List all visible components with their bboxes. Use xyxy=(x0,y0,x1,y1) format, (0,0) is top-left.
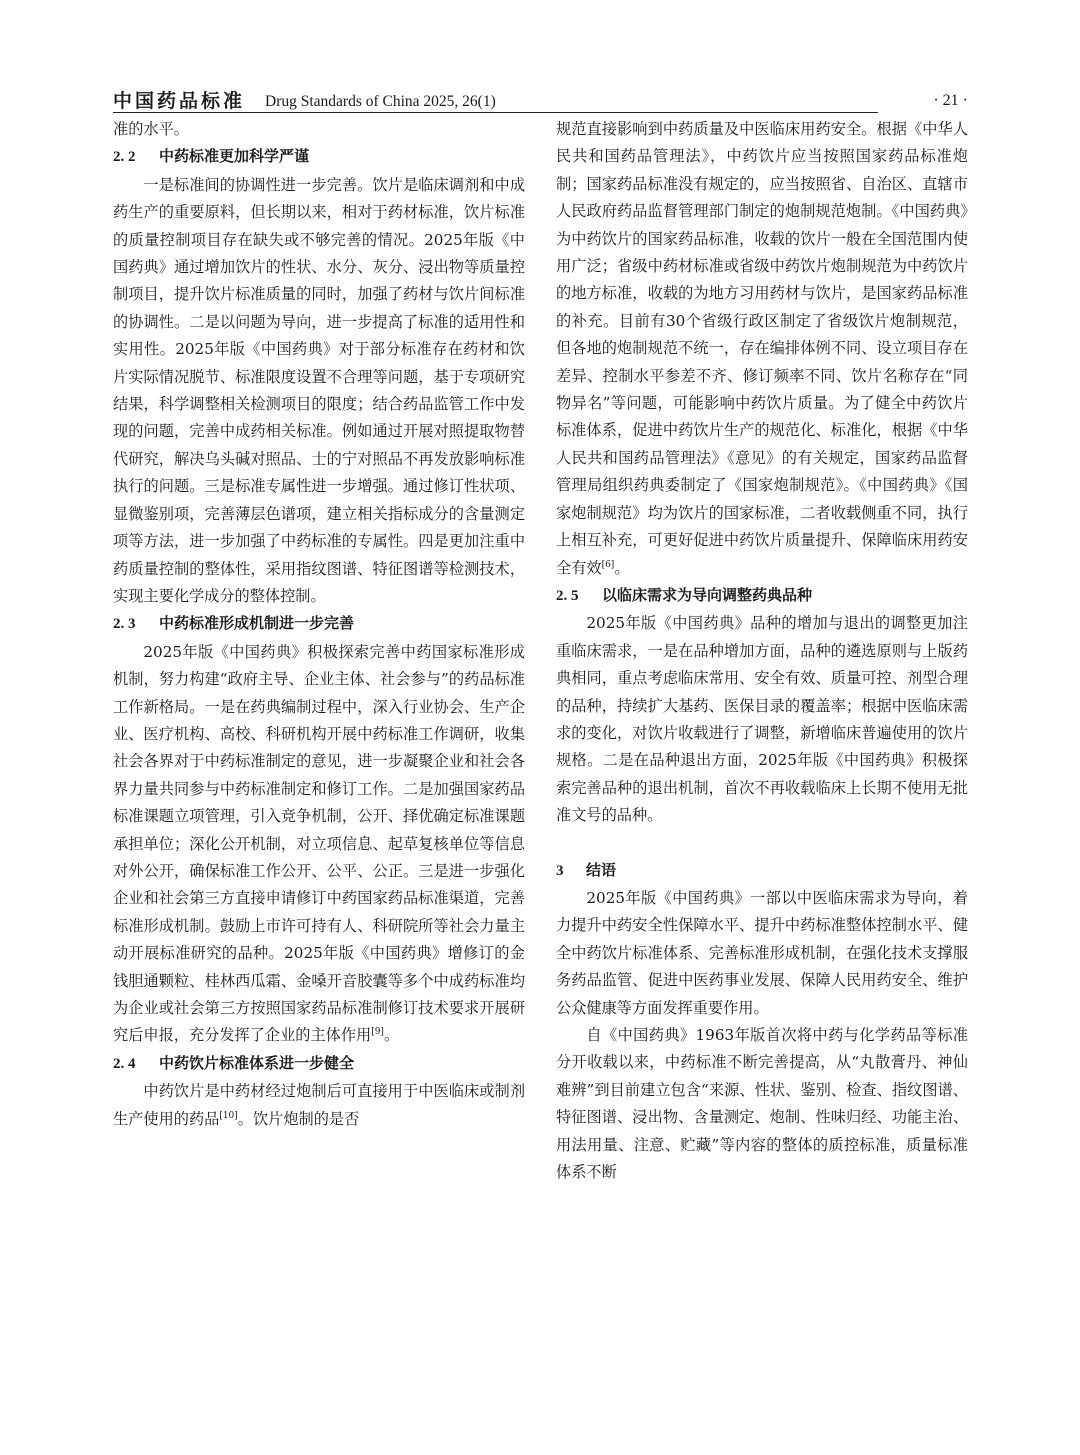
section-title: 中药标准更加科学严谨 xyxy=(159,147,310,166)
section-title: 结语 xyxy=(586,860,617,879)
left-column xyxy=(113,116,525,1133)
paragraph xyxy=(113,1078,525,1133)
paragraph-continued xyxy=(556,116,968,582)
citation-ref: [10] xyxy=(219,1110,238,1121)
section-heading-2-3 xyxy=(113,610,525,638)
paragraph-continued: 准的水平。 xyxy=(113,120,189,138)
citation-ref: [9] xyxy=(371,1027,384,1038)
paragraph: 2025年版《中国药典》一部以中医临床需求为导向，着力提升中药安全性保障水平、提升中药标准整体控制水平、健全中药饮片标准体系、完善标准形成机制，在强化技术支撑服务药品监管、促进中医药事业发展、保障人民用药安全、维护公众健康等方面发挥重要作用。 xyxy=(556,888,968,1017)
section-heading-3 xyxy=(556,857,968,885)
paragraph: 自《中国药典》1963年版首次将中药与化学药品等标准分开收载以来，中药标准不断完善提高，从“丸散膏丹、神仙难辨”到目前建立包含“来源、性状、鉴别、检查、指纹图谱、特征图谱、浸出物、含量测定、炮制、性味归经、功能主治、用法用量、注意、贮藏”等内容的整体的质控标准，质量标准体系不断 xyxy=(556,1026,968,1182)
section-number: 2. 3 xyxy=(113,616,136,633)
section-heading-2-2 xyxy=(113,143,525,171)
section-number: 2. 2 xyxy=(113,149,136,166)
paragraph-text: 。 xyxy=(383,1026,400,1045)
section-heading-2-4 xyxy=(113,1050,525,1078)
header-rule xyxy=(113,112,878,113)
section-number: 2. 5 xyxy=(556,587,579,604)
section-title: 中药标准形成机制进一步完善 xyxy=(159,614,355,633)
paragraph-text: 规范直接影响到中药质量及中医临床用药安全。根据《中华人民共和国药品管理法》，中药饮片应当按照国家药品标准炮制；国家药品标准没有规定的，应当按照省、自治区、直辖市人民政府药品监督管理部门制定的炮制规范炮制。《中国药典》为中药饮片的国家药品标准，收载的饮片一般在全国范围内使用广泛；省级中药材标准或省级中药饮片炮制规范为中药饮片的地方标准，收载的为地方习用药材与饮片，是国家药品标准的补充。目前有30个省级行政区制定了省级饮片炮制规范，但各地的炮制规范不统一，存在编排体例不同、设立项目存在差异、控制水平参差不齐、修订频率不同、饮片名称存在“同物异名”等问题，可能影响中药饮片质量。为了健全中药饮片标准体系，促进中药饮片生产的规范化、标准化，根据《中华人民共和国药品管理法》《意见》的有关规定，国家药品监督管理局组织药典委制定了《国家炮制规范》。《中国药典》《国家炮制规范》均为饮片的国家标准，二者收载侧重不同，执行上相互补充，可更好促进中药饮片质量提升、保障临床用药安全有效 xyxy=(556,120,968,577)
journal-title-cn: 中国药品标准 xyxy=(113,90,246,112)
journal-title-en: Drug Standards of China 2025, 26(1) xyxy=(265,93,496,110)
section-heading-2-5 xyxy=(556,582,968,610)
section-spacer xyxy=(556,830,968,857)
citation-ref: [6] xyxy=(601,559,615,570)
paragraph xyxy=(113,639,525,1050)
paragraph: 一是标准间的协调性进一步完善。饮片是临床调剂和中成药生产的重要原料，但长期以来，相对于药材标准，饮片标准的质量控制项目存在缺失或不够完善的情况。2025年版《中国药典》通过增加饮片的性状、水分、灰分、浸出物等质量控制项目，提升饮片标准质量的同时，加强了药材与饮片间标准的协调性。二是以问题为导向，进一步提高了标准的适用性和实用性。2025年版《中国药典》对于部分标准存在药材和饮片实际情况脱节、标准限度设置不合理等问题，基于专项研究结果，科学调整相关检测项目的限度；结合药品监管工作中发现的问题，完善中成药相关标准。例如通过开展对照提取物替代研究，解决乌头碱对照品、士的宁对照品不再发放影响标准执行的问题。三是标准专属性进一步增强。通过修订性状项、显微鉴别项，完善薄层色谱项，建立相关指标成分的含量测定项等方法，进一步加强了中药标准的专属性。四是更加注重中药质量控制的整体性，采用指纹图谱、特征图谱等检测技术，实现主要化学成分的整体控制。 xyxy=(113,175,525,605)
paragraph-text: 2025年版《中国药典》积极探索完善中药国家标准形成机制，努力构建“政府主导、企业主体、社会参与”的药品标准工作新格局。一是在药典编制过程中，深入行业协会、生产企业、医疗机构、高校、科研机构开展中药标准工作调研，收集社会各界对于中药标准制定的意见，进一步凝聚企业和社会各界力量共同参与中药标准制定和修订工作。二是加强国家药品标准课题立项管理，引入竞争机制，公开、择优确定标准课题承担单位；深化公开机制，对立项信息、起草复核单位等信息对外公开，确保标准工作公开、公平、公正。三是进一步强化企业和社会第三方直接申请修订中药国家药品标准渠道，完善标准形成机制。鼓励上市许可持有人、科研院所等社会力量主动开展标准研究的品种。2025年版《中国药典》增修订的金钱胆通颗粒、桂林西瓜霜、金嗓开音胶囊等多个中成药标准均为企业或社会第三方按照国家药品标准制修订技术要求开展研究后申报，充分发挥了企业的主体作用 xyxy=(113,642,525,1045)
section-title: 以临床需求为导向调整药典品种 xyxy=(602,585,813,604)
section-title: 中药饮片标准体系进一步健全 xyxy=(159,1053,355,1072)
section-number: 2. 4 xyxy=(113,1055,136,1072)
right-column xyxy=(556,116,968,1186)
paragraph-text: 。饮片炮制的是否 xyxy=(237,1109,360,1128)
paragraph-text: 中药饮片是中药材经过炮制后可直接用于中医临床或制剂生产使用的药品 xyxy=(113,1082,525,1128)
section-number: 3 xyxy=(556,862,564,879)
paragraph: 2025年版《中国药典》品种的增加与退出的调整更加注重临床需求，一是在品种增加方面，品种的遴选原则与上版药典相同，重点考虑临床常用、安全有效、质量可控、剂型合理的品种，持续扩大基药、医保目录的覆盖率；根据中医临床需求的变化，对饮片收载进行了调整，新增临床普遍使用的饮片规格。二是在品种退出方面，2025年版《中国药典》积极探索完善品种的退出机制，首次不再收载临床上长期不使用无批准文号的品种。 xyxy=(556,614,968,825)
page-number: · 21 · xyxy=(933,92,968,109)
paragraph-text: 。 xyxy=(614,558,630,577)
